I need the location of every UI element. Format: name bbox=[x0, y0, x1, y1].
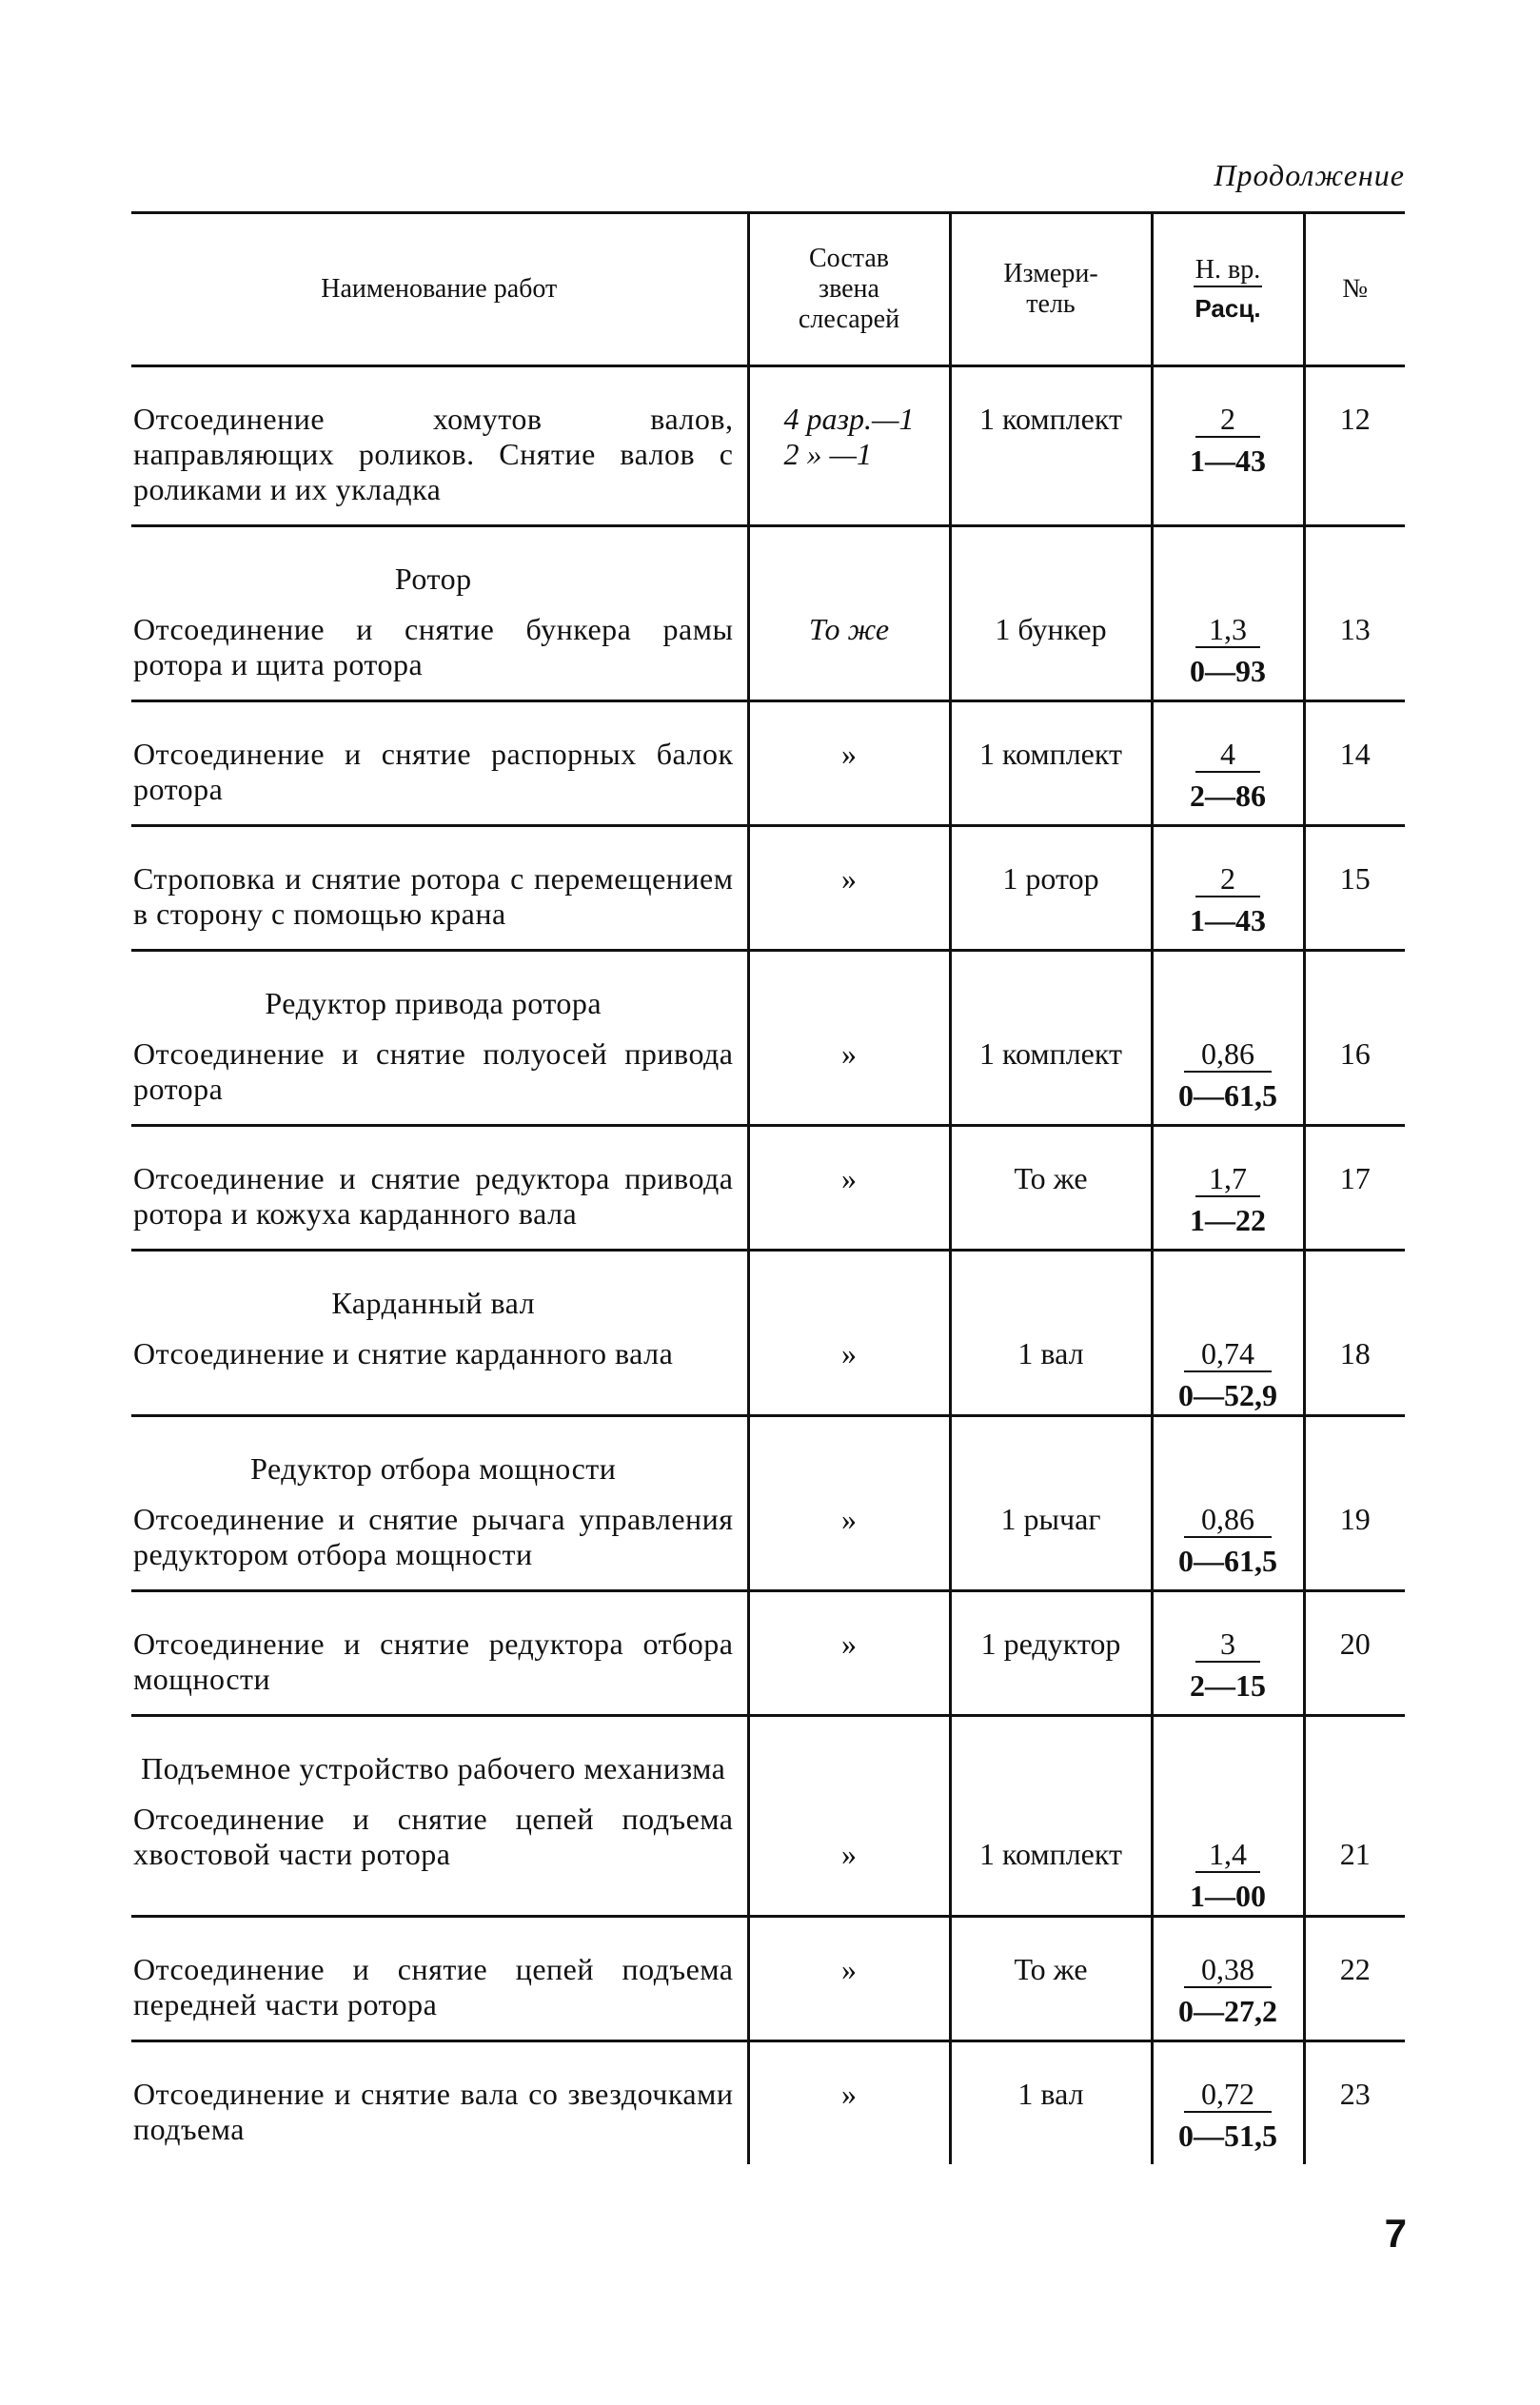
row-number: 16 bbox=[1304, 951, 1405, 1126]
header-crew: Состав звена слесарей bbox=[748, 213, 950, 366]
unit-cell bbox=[950, 826, 1152, 951]
work-name: Отсоединение и снятие бункера рамы ротора и щита ротора bbox=[133, 612, 734, 681]
norm-rate: 0—51,5 bbox=[1178, 2119, 1277, 2153]
section-title: Карданный вал bbox=[331, 1286, 536, 1320]
norm-cell bbox=[1152, 1126, 1304, 1251]
norm-time: 0,74 bbox=[1184, 1336, 1272, 1372]
crew-value: » bbox=[841, 1161, 857, 1195]
table-row bbox=[131, 1591, 1405, 1716]
crew-cell bbox=[748, 526, 950, 701]
work-name-cell bbox=[131, 1716, 748, 1917]
crew-cell bbox=[748, 366, 950, 526]
crew-value: » bbox=[841, 1837, 857, 1871]
norm-cell bbox=[1152, 701, 1304, 826]
norm-cell bbox=[1152, 951, 1304, 1126]
crew-value: » bbox=[841, 861, 857, 896]
norm-cell bbox=[1152, 1251, 1304, 1416]
unit-cell bbox=[950, 526, 1152, 701]
unit-cell bbox=[950, 1126, 1152, 1251]
table-row bbox=[131, 1917, 1405, 2041]
work-name: Отсоединение и снятие распорных балок ротора bbox=[133, 737, 734, 806]
crew-value: » bbox=[841, 2077, 857, 2111]
work-name: Отсоединение и снятие цепей подъема передней части ротора bbox=[133, 1952, 734, 2021]
crew-cell bbox=[748, 1416, 950, 1591]
header-number: № bbox=[1304, 213, 1405, 366]
crew-value: » bbox=[841, 1502, 857, 1536]
norm-time: 4 bbox=[1195, 737, 1260, 773]
unit-value: 1 комплект bbox=[979, 402, 1122, 436]
work-name-cell bbox=[131, 1126, 748, 1251]
crew-cell bbox=[748, 701, 950, 826]
work-name: Отсоединение и снятие редуктора привода ротора и кожуха карданного вала bbox=[133, 1161, 734, 1231]
crew-value: » bbox=[841, 1336, 857, 1370]
crew-cell bbox=[748, 826, 950, 951]
work-name: Отсоединение и снятие редуктора отбора мощности bbox=[133, 1626, 734, 1696]
norm-time: 0,86 bbox=[1184, 1502, 1272, 1538]
table-row bbox=[131, 1126, 1405, 1251]
crew-cell bbox=[748, 1251, 950, 1416]
norm-cell bbox=[1152, 826, 1304, 951]
row-number: 19 bbox=[1304, 1416, 1405, 1591]
crew-cell bbox=[748, 1591, 950, 1716]
work-name: Отсоединение и снятие вала со звездочками подъема bbox=[133, 2077, 734, 2146]
section-title: Подъемное устройство рабочего механизма bbox=[141, 1751, 726, 1785]
norm-cell bbox=[1152, 526, 1304, 701]
work-name: Отсоединение и снятие цепей подъема хвостовой части ротора bbox=[133, 1802, 734, 1871]
work-name-cell bbox=[131, 701, 748, 826]
work-name: Строповка и снятие ротора с перемещением в сторону с помощью крана bbox=[133, 861, 734, 931]
unit-cell bbox=[950, 1716, 1152, 1917]
work-name-cell bbox=[131, 2041, 748, 2165]
norm-time: 0,72 bbox=[1184, 2077, 1272, 2113]
unit-value: 1 бункер bbox=[995, 612, 1107, 646]
unit-cell bbox=[950, 1591, 1152, 1716]
norm-rate: 1—43 bbox=[1190, 444, 1266, 478]
table-header-row bbox=[131, 213, 1405, 366]
work-name-cell bbox=[131, 1591, 748, 1716]
work-name-cell bbox=[131, 1917, 748, 2041]
norm-cell bbox=[1152, 366, 1304, 526]
header-unit: Измери-тель bbox=[950, 213, 1152, 366]
header-norm bbox=[1152, 213, 1304, 366]
work-name-cell bbox=[131, 366, 748, 526]
crew-line: 2 » —1 bbox=[783, 437, 872, 471]
row-number: 15 bbox=[1304, 826, 1405, 951]
continuation-label: Продолжение bbox=[1214, 158, 1405, 192]
row-number: 20 bbox=[1304, 1591, 1405, 1716]
unit-value: 1 рычаг bbox=[1000, 1502, 1101, 1536]
table-row bbox=[131, 2041, 1405, 2165]
header-norm-rate: Расц. bbox=[1194, 294, 1261, 323]
row-number: 14 bbox=[1304, 701, 1405, 826]
unit-value: 1 редуктор bbox=[980, 1626, 1121, 1661]
unit-cell bbox=[950, 366, 1152, 526]
unit-cell bbox=[950, 701, 1152, 826]
section-title: Редуктор привода ротора bbox=[265, 986, 602, 1020]
norm-time: 1,7 bbox=[1195, 1161, 1260, 1197]
work-name-cell bbox=[131, 526, 748, 701]
work-name: Отсоединение хомутов валов, направляющих роликов. Снятие валов с роликами и их укладка bbox=[133, 402, 734, 506]
unit-value: 1 комплект bbox=[979, 1036, 1122, 1071]
header-name: Наименование работ bbox=[131, 213, 748, 366]
work-name: Отсоединение и снятие рычага управления редуктором отбора мощности bbox=[133, 1502, 734, 1571]
unit-value: 1 ротор bbox=[1002, 861, 1099, 896]
unit-cell bbox=[950, 1416, 1152, 1591]
table-row bbox=[131, 826, 1405, 951]
table-row bbox=[131, 1716, 1405, 1917]
work-name-cell bbox=[131, 1416, 748, 1591]
section-title: Редуктор отбора мощности bbox=[250, 1451, 617, 1486]
table-row bbox=[131, 701, 1405, 826]
table-row bbox=[131, 366, 1405, 526]
crew-cell bbox=[748, 1917, 950, 2041]
row-number: 23 bbox=[1304, 2041, 1405, 2165]
norm-rate: 0—27,2 bbox=[1178, 1994, 1277, 2028]
norm-rate: 1—22 bbox=[1190, 1203, 1266, 1237]
table-row bbox=[131, 951, 1405, 1126]
unit-cell bbox=[950, 951, 1152, 1126]
row-number: 13 bbox=[1304, 526, 1405, 701]
norm-rate: 1—43 bbox=[1190, 903, 1266, 937]
norm-time: 2 bbox=[1195, 861, 1260, 897]
crew-value: » bbox=[841, 1952, 857, 1986]
table-row bbox=[131, 1416, 1405, 1591]
table-row bbox=[131, 1251, 1405, 1416]
crew-line: 4 разр.—1 bbox=[783, 402, 915, 436]
norm-time: 2 bbox=[1195, 402, 1260, 438]
norm-cell bbox=[1152, 1591, 1304, 1716]
page-number: 7 bbox=[1384, 2211, 1407, 2256]
work-norms-table bbox=[131, 211, 1405, 2164]
work-name-cell bbox=[131, 951, 748, 1126]
norm-time: 0,86 bbox=[1184, 1036, 1272, 1073]
norm-rate: 0—52,9 bbox=[1178, 1378, 1277, 1412]
norm-time: 3 bbox=[1195, 1626, 1260, 1663]
norm-cell bbox=[1152, 1416, 1304, 1591]
unit-cell bbox=[950, 1917, 1152, 2041]
work-name: Отсоединение и снятие полуосей привода ротора bbox=[133, 1036, 734, 1106]
norm-rate: 1—00 bbox=[1190, 1879, 1266, 1913]
unit-value: 1 комплект bbox=[979, 1837, 1122, 1871]
unit-value: 1 вал bbox=[1017, 2077, 1084, 2111]
work-name: Отсоединение и снятие карданного вала bbox=[133, 1336, 674, 1370]
unit-value: То же bbox=[1014, 1952, 1088, 1986]
section-title: Ротор bbox=[394, 562, 472, 596]
row-number: 18 bbox=[1304, 1251, 1405, 1416]
norm-cell bbox=[1152, 1917, 1304, 2041]
unit-cell bbox=[950, 2041, 1152, 2165]
work-name-cell bbox=[131, 1251, 748, 1416]
work-name-cell bbox=[131, 826, 748, 951]
norm-rate: 2—86 bbox=[1190, 779, 1266, 813]
crew-cell bbox=[748, 2041, 950, 2165]
row-number: 12 bbox=[1304, 366, 1405, 526]
norm-rate: 0—93 bbox=[1190, 654, 1266, 688]
unit-value: 1 вал bbox=[1017, 1336, 1084, 1370]
norm-rate: 0—61,5 bbox=[1178, 1078, 1277, 1113]
table-row bbox=[131, 526, 1405, 701]
crew-cell bbox=[748, 1126, 950, 1251]
crew-cell bbox=[748, 1716, 950, 1917]
crew-value: » bbox=[841, 737, 857, 771]
crew-cell bbox=[748, 951, 950, 1126]
crew-value: » bbox=[841, 1036, 857, 1071]
row-number: 22 bbox=[1304, 1917, 1405, 2041]
norm-cell bbox=[1152, 1716, 1304, 1917]
norm-time: 0,38 bbox=[1184, 1952, 1272, 1988]
norm-rate: 2—15 bbox=[1190, 1668, 1266, 1703]
unit-value: 1 комплект bbox=[979, 737, 1122, 771]
norm-rate: 0—61,5 bbox=[1178, 1544, 1277, 1578]
norm-time: 1,3 bbox=[1195, 612, 1260, 648]
row-number: 17 bbox=[1304, 1126, 1405, 1251]
unit-cell bbox=[950, 1251, 1152, 1416]
row-number: 21 bbox=[1304, 1716, 1405, 1917]
header-norm-time: Н. вр. bbox=[1194, 255, 1262, 287]
unit-value: То же bbox=[1014, 1161, 1088, 1195]
crew-value: То же bbox=[808, 612, 890, 646]
norm-cell bbox=[1152, 2041, 1304, 2165]
crew-value: » bbox=[841, 1626, 857, 1661]
norm-time: 1,4 bbox=[1195, 1837, 1260, 1873]
